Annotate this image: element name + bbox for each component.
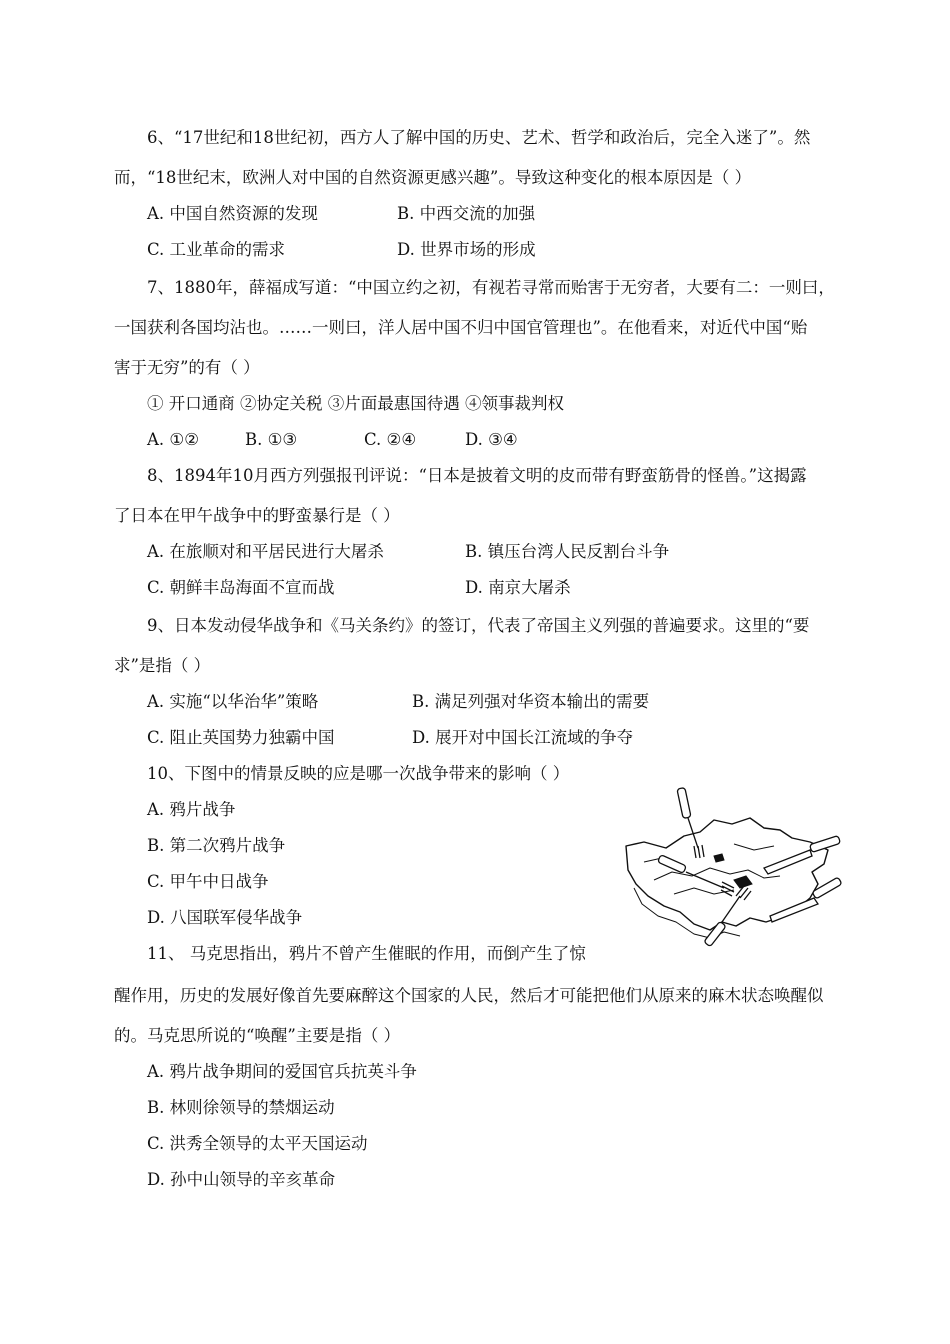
- q7-option-c: C. ②④: [364, 430, 417, 449]
- q8-stem-line1: 8、1894年10月西方列强报刊评说：“日本是披着文明的皮而带有野蛮筋骨的怪兽。”这揭露: [147, 466, 807, 485]
- q7-option-d: D. ③④: [465, 430, 518, 449]
- china-carving-cartoon: [614, 784, 846, 964]
- q8-stem-line2: 了日本在甲午战争中的野蛮暴行是（ ）: [114, 506, 400, 525]
- q8-option-c: C. 朝鲜丰岛海面不宣而战: [147, 578, 335, 597]
- q7-stem-line1: 7、1880年，薛福成写道：“中国立约之初，有视若寻常而贻害于无穷者，大要有二：一则曰，: [147, 278, 835, 297]
- q9-option-c: C. 阻止英国势力独霸中国: [147, 728, 335, 747]
- q6-stem-line1: 6、“17世纪和18世纪初，西方人了解中国的历史、艺术、哲学和政治后，完全入迷了”。然: [147, 128, 811, 147]
- q10-option-d: D. 八国联军侵华战争: [147, 908, 303, 927]
- q11-stem-line1: 11、 马克思指出，鸦片不曾产生催眠的作用，而倒产生了惊: [147, 944, 586, 963]
- china-map-relief: [644, 844, 780, 894]
- q10-option-b: B. 第二次鸦片战争: [147, 836, 286, 855]
- knife-right-icon: [764, 836, 841, 874]
- q11-stem-line2: 醒作用，历史的发展好像首先要麻醉这个国家的人民，然后才可能把他们从原来的麻木状态唤醒似: [114, 986, 824, 1005]
- q11-option-b: B. 林则徐领导的禁烟运动: [147, 1098, 335, 1117]
- q11-stem-line3: 的。马克思所说的“唤醒”主要是指（ ）: [114, 1026, 401, 1045]
- fork-top-icon: [677, 787, 704, 858]
- china-map-outline: [626, 818, 828, 930]
- q7-option-a: A. ①②: [147, 430, 199, 449]
- q7-stem-line2: 一国获利各国均沾也。……一则曰，洋人居中国不归中国官管理也”。在他看来，对近代中国“贻: [114, 318, 808, 337]
- fork-bottom-icon: [704, 886, 751, 947]
- q11-option-a: A. 鸦片战争期间的爱国官兵抗英斗争: [147, 1062, 417, 1081]
- knife-lower-right-icon: [770, 877, 842, 922]
- q6-option-a: A. 中国自然资源的发现: [147, 204, 318, 223]
- q7-stem-line3: 害于无穷”的有（ ）: [114, 358, 260, 377]
- q10-option-a: A. 鸦片战争: [147, 800, 236, 819]
- q7-items: ① 开口通商 ②协定关税 ③片面最惠国待遇 ④领事裁判权: [147, 394, 564, 413]
- q11-option-c: C. 洪秀全领导的太平天国运动: [147, 1134, 368, 1153]
- q11-option-d: D. 孙中山领导的辛亥革命: [147, 1170, 336, 1189]
- q9-stem-line1: 9、日本发动侵华战争和《马关条约》的签订，代表了帝国主义列强的普遍要求。这里的“要: [147, 616, 810, 635]
- q6-option-b: B. 中西交流的加强: [397, 204, 536, 223]
- q10-option-c: C. 甲午中日战争: [147, 872, 269, 891]
- q9-option-d: D. 展开对中国长江流域的争夺: [412, 728, 634, 747]
- q6-option-c: C. 工业革命的需求: [147, 240, 286, 259]
- q8-option-b: B. 镇压台湾人民反割台斗争: [465, 542, 670, 561]
- q9-option-a: A. 实施“以华治华”策略: [147, 692, 319, 711]
- q7-option-b: B. ①③: [245, 430, 298, 449]
- q6-option-d: D. 世界市场的形成: [397, 240, 536, 259]
- q8-option-a: A. 在旅顺对和平居民进行大屠杀: [147, 542, 384, 561]
- q9-option-b: B. 满足列强对华资本输出的需要: [412, 692, 650, 711]
- q8-option-d: D. 南京大屠杀: [465, 578, 571, 597]
- q6-stem-line2: 而，“18世纪末，欧洲人对中国的自然资源更感兴趣”。导致这种变化的根本原因是（ ）: [114, 168, 752, 187]
- q9-stem-line2: 求”是指（ ）: [114, 656, 211, 675]
- q10-stem-line1: 10、下图中的情景反映的应是哪一次战争带来的影响（ ）: [147, 764, 570, 783]
- china-map-edge: [634, 888, 740, 938]
